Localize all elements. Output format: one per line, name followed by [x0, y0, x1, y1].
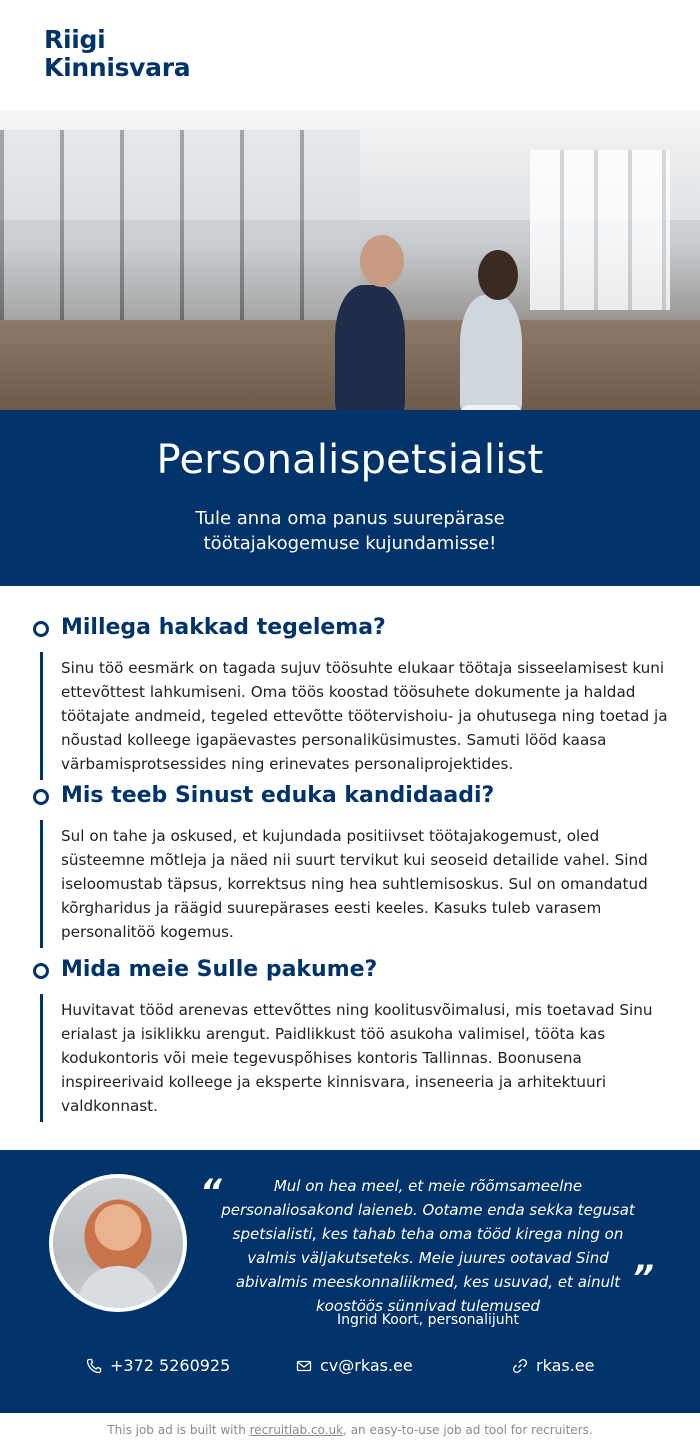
contact-email[interactable]	[296, 1356, 413, 1375]
mail-icon	[296, 1358, 312, 1374]
logo-line-1: Riigi	[44, 25, 106, 54]
company-logo[interactable]	[44, 26, 190, 82]
job-title: Personalispetsialist	[156, 437, 544, 483]
job-subtitle-line-1: Tule anna oma panus suurepärase	[195, 508, 505, 529]
quote-open-icon: “	[200, 1172, 222, 1212]
link-icon	[512, 1358, 528, 1374]
phone-icon	[86, 1358, 102, 1374]
footer	[0, 1413, 700, 1447]
email-address: cv@rkas.ee	[320, 1356, 413, 1375]
bullet-circle-icon	[33, 963, 49, 979]
section-heading: Mida meie Sulle pakume?	[61, 957, 378, 982]
testimonial-text: Mul on hea meel, et meie rõõmsameelne personaliosakond laieneb. Ootame enda sekka tegusat spetsialisti, kes tahab teha oma tööd kirega ning on valmis väljakutseteks. Meie juures ootavad Sind abivalmis meeskonnaliikmed, kes usuvad, et ainult koostöös sünnivad tulemused	[221, 1177, 635, 1315]
hero-image	[0, 110, 700, 410]
job-content	[0, 586, 700, 1136]
quote-close-icon: ”	[632, 1258, 654, 1298]
job-header	[0, 410, 700, 586]
avatar	[49, 1174, 187, 1312]
section-benefits	[0, 956, 700, 1136]
section-body: Sul on tahe ja oskused, et kujundada positiivset töötajakogemust, oled süsteemne mõtleja ja näed nii suurt tervikut kui seoseid detailide vahel. Sind iseloomustab täpsus, korrektsus ning hea suhtlemisoskus. Sul on omandatud kõrgharidus ja räägid suurepärases eesti keeles. Kasuks tuleb varasem personalitöö kogemus.	[40, 820, 700, 948]
logo-line-2: Kinnisvara	[44, 53, 191, 82]
section-heading: Millega hakkad tegelema?	[61, 615, 386, 640]
section-requirements	[0, 782, 700, 956]
bullet-circle-icon	[33, 621, 49, 637]
logo-bar	[0, 0, 700, 110]
footer-suffix: , an easy-to-use job ad tool for recruiters.	[343, 1423, 593, 1437]
job-subtitle-line-2: töötajakogemuse kujundamisse!	[203, 533, 497, 554]
section-heading: Mis teeb Sinust eduka kandidaadi?	[61, 783, 495, 808]
testimonial-block	[0, 1150, 700, 1413]
footer-prefix: This job ad is built with	[107, 1423, 250, 1437]
job-subtitle	[0, 506, 700, 556]
contact-bar	[0, 1356, 700, 1378]
website-url: rkas.ee	[536, 1356, 595, 1375]
testimonial-author: Ingrid Koort, personalijuht	[336, 1312, 520, 1328]
phone-number: +372 5260925	[110, 1356, 231, 1375]
section-responsibilities	[0, 614, 700, 782]
section-body: Sinu töö eesmärk on tagada sujuv töösuhte elukaar töötaja sisseelamisest kuni ettevõttest lahkumiseni. Oma töös koostad töösuhete dokumente ja haldad töötajate andmeid, tegeled ettevõtte töötervishoiu- ja ohutusega ning toetad ja nõustad kolleege igapäevastes personaliküsimustes. Samuti lööd kaasa värbamisprotsessides ning erinevates personaliprojektides.	[40, 652, 700, 780]
section-body: Huvitavat tööd arenevas ettevõttes ning koolitusvõimalusi, mis toetavad Sinu erialast ja isiklikku arengut. Paidlikkust töö asukoha valimisel, tööta kas kodukontoris või meie tegevuspõhises kontoris Tallinnas. Boonusena inspireerivaid kolleege ja eksperte kinnisvara, inseneeria ja arhitektuuri valdkonnast.	[40, 994, 700, 1122]
bullet-circle-icon	[33, 789, 49, 805]
contact-phone[interactable]	[86, 1356, 230, 1375]
contact-website[interactable]	[512, 1356, 594, 1375]
recruitlab-link[interactable]: recruitlab.co.uk	[249, 1423, 344, 1437]
